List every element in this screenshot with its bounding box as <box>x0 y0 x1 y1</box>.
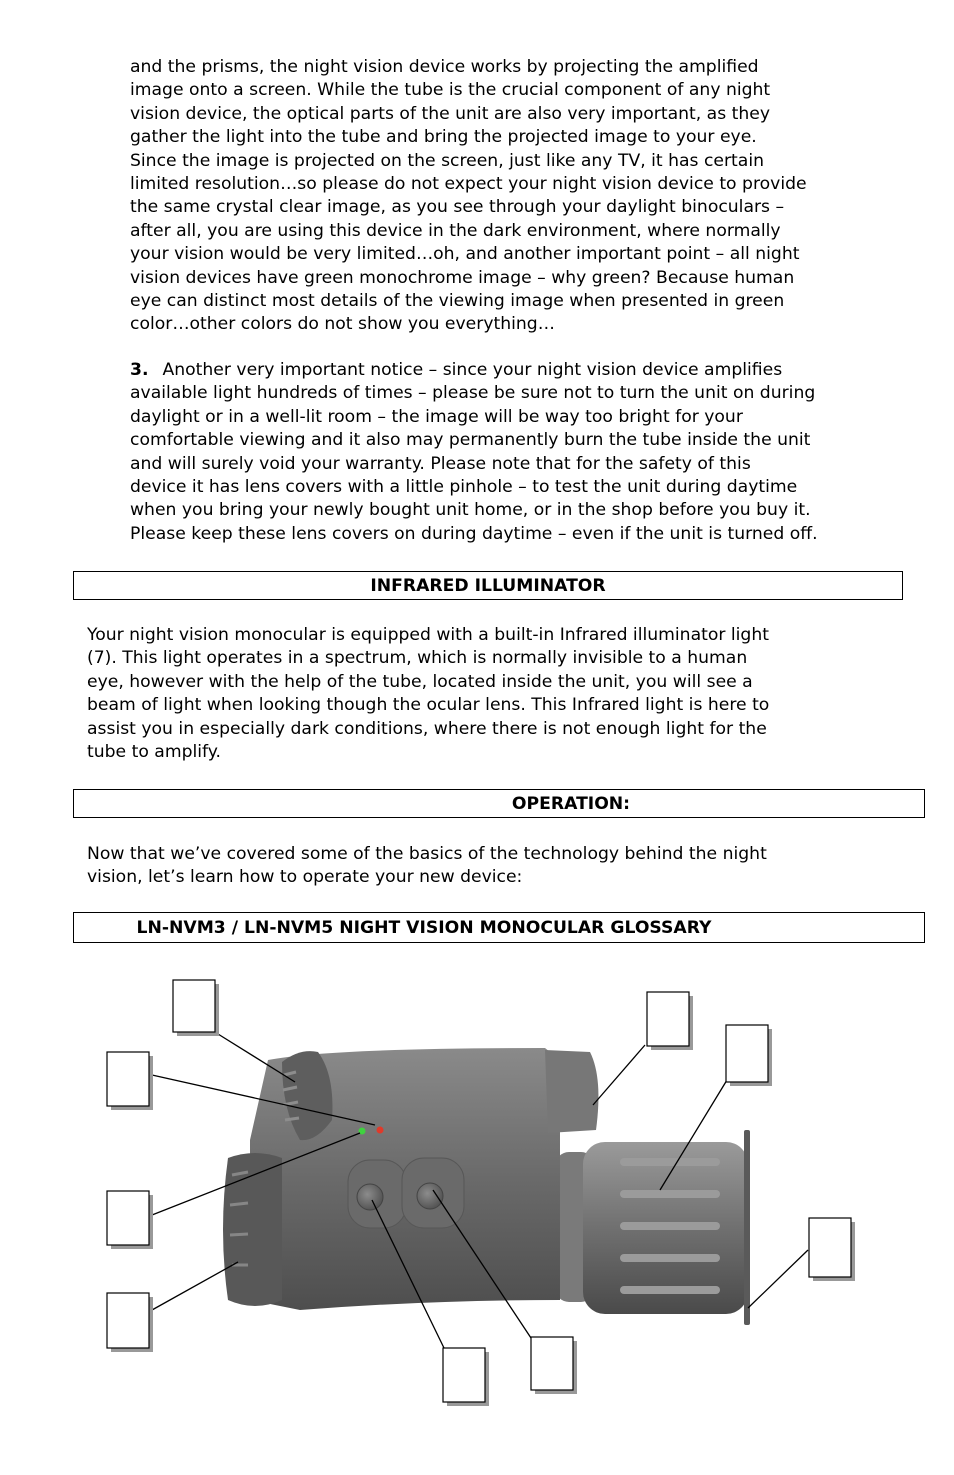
notice-number: 3. <box>130 360 149 380</box>
notice-text: Another very important notice – since your night vision device amplifies available light hundreds of times – please be sure not to turn the unit on during daylight or in a well-lit room – the image will be way too bright for your comfortable viewing and it also may permanently burn the tube inside the unit and will surely void your warranty. Please note that for the safety of this device it has lens covers with a little pinhole – to test the unit during daytime when you bring your newly bought unit home, or in the shop before you buy it. Please keep these lens covers on during daytime – even if the unit is turned off. <box>130 360 818 544</box>
callout-box <box>107 1293 153 1352</box>
infrared-heading: INFRARED ILLUMINATOR <box>73 571 903 600</box>
button-panel <box>348 1158 464 1228</box>
callout-box <box>107 1191 153 1249</box>
objective-lens-housing <box>555 1130 750 1325</box>
callout-box <box>809 1218 855 1281</box>
callout-box <box>647 992 693 1050</box>
operation-paragraph: Now that we’ve covered some of the basics of the technology behind the night vision, let’s learn how to operate your new device: <box>87 844 767 888</box>
intro-paragraph: and the prisms, the night vision device works by projecting the amplified image onto a screen. While the tube is the crucial component of any night vision device, the optical parts of the unit are also very important, as they gather the light into the tube and bring the projected image to your eye. Since the image is projected on the screen, just like any TV, it has certain limited resolution…so please do not expect your night vision device to provide the same crystal clear image, as you see through your daylight binoculars – after all, you are using this device in the dark environment, where normally your vision would be very limited…oh, and another important point – all night vision devices have green monochrome image – why green? Because human eye can distinct most details of the viewing image when presented in green color…other colors do not show you everything… <box>130 57 807 335</box>
red-led <box>377 1127 384 1134</box>
monocular-diagram <box>0 960 954 1440</box>
callout-box <box>531 1337 577 1394</box>
ir-button[interactable] <box>417 1183 443 1209</box>
power-button[interactable] <box>357 1184 383 1210</box>
notice-paragraph <box>130 359 930 546</box>
glossary-heading: LN-NVM3 / LN-NVM5 NIGHT VISION MONOCULAR GLOSSARY <box>73 912 925 943</box>
eyepiece-tube <box>545 1050 598 1133</box>
infrared-paragraph: Your night vision monocular is equipped with a built-in Infrared illuminator light (7). This light operates in a spectrum, which is normally invisible to a human eye, however with the help of the tube, located inside the unit, you will see a beam of light when looking though the ocular lens. This Infrared light is here to assist you in especially dark conditions, where there is not enough light for the tube to amplify. <box>87 625 770 763</box>
callout-box <box>726 1025 772 1086</box>
callout-box <box>173 980 219 1036</box>
callout-box <box>443 1348 489 1406</box>
callout-box <box>107 1052 153 1110</box>
operation-heading: OPERATION: <box>73 789 925 818</box>
